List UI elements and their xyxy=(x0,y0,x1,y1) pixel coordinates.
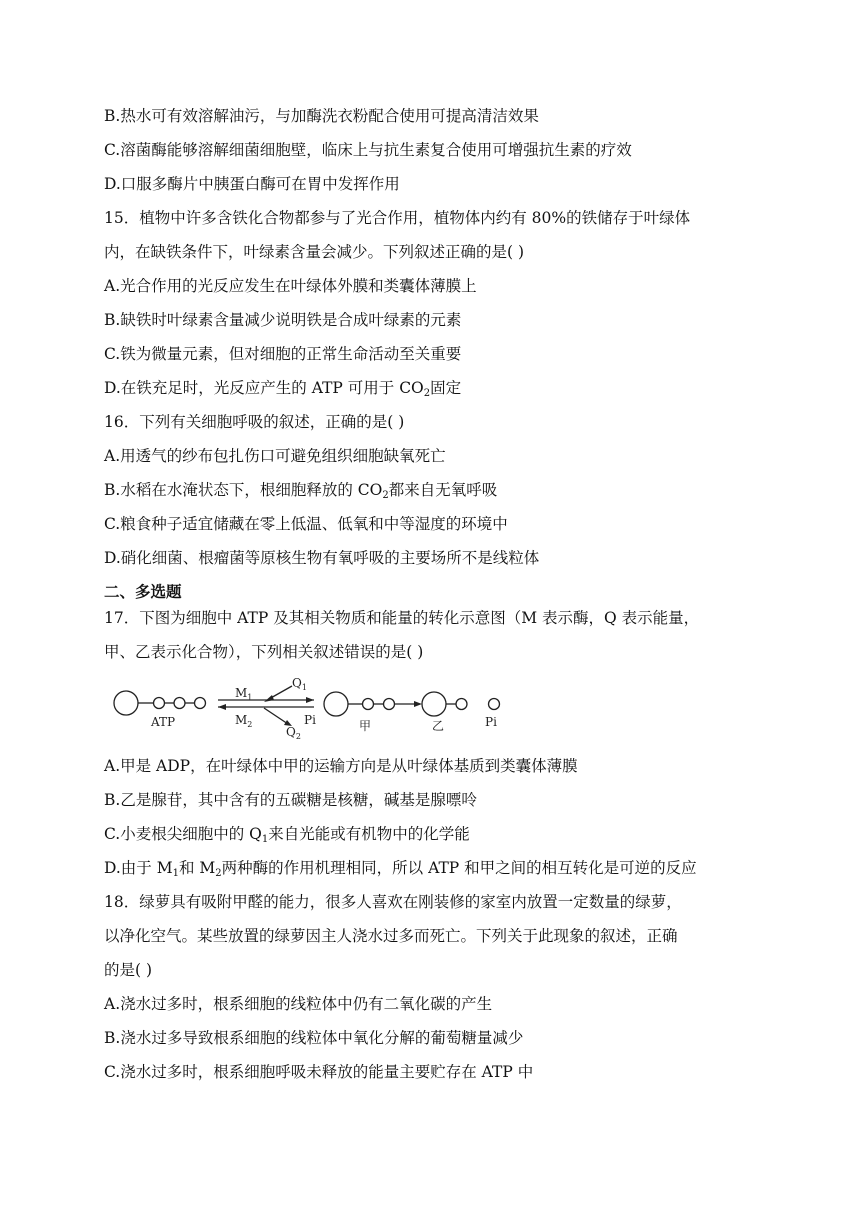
q15-stem-line-1: 15．植物中许多含铁化合物都参与了光合作用，植物体内约有 80%的铁储存于叶绿体 xyxy=(104,209,691,227)
jia-phosphate-2 xyxy=(384,699,395,710)
q16-stem: 16．下列有关细胞呼吸的叙述，正确的是( ) xyxy=(104,413,405,431)
q15-option-d: D.在铁充足时，光反应产生的 ATP 可用于 $CO_2$固定 xyxy=(104,379,462,399)
q18-option-a: A.浇水过多时，根系细胞的线粒体中仍有二氧化碳的产生 xyxy=(104,995,493,1013)
atp-phosphate-1 xyxy=(154,698,165,709)
section-heading-multiple-choice: 二、多选题 xyxy=(104,583,182,601)
q15-option-c: C.铁为微量元素，但对细胞的正常生命活动至关重要 xyxy=(104,345,462,363)
q17-option-a: A.甲是 ADP，在叶绿体中甲的运输方向是从叶绿体基质到类囊体薄膜 xyxy=(104,757,578,775)
label-yi: 乙 xyxy=(432,719,445,733)
q17-stem-line-1: 17．下图为细胞中 ATP 及其相关物质和能量的转化示意图（M 表示酶，Q 表示能量， xyxy=(104,609,700,627)
atp-conversion-diagram xyxy=(104,672,514,744)
q15-stem-line-2: 内，在缺铁条件下，叶绿素含量会减少。下列叙述正确的是( ) xyxy=(104,243,525,261)
q14-option-b: B.热水可有效溶解油污，与加酶洗衣粉配合使用可提高清洁效果 xyxy=(104,107,539,125)
jia-adenosine-circle xyxy=(324,692,348,716)
label-jia: 甲 xyxy=(359,719,372,733)
label-m2: $M_2$ xyxy=(235,713,253,729)
yi-phosphate-1 xyxy=(456,699,467,710)
q18-stem-line-3: 的是( ) xyxy=(104,961,153,979)
yi-free-phosphate xyxy=(489,699,500,710)
q16-option-b: B.水稻在水淹状态下，根细胞释放的 $CO_2$都来自无氧呼吸 xyxy=(104,481,498,501)
atp-adenosine-circle xyxy=(114,691,138,715)
label-m1: $M_1$ xyxy=(235,686,253,702)
jia-to-yi-arrowhead-icon xyxy=(414,701,422,707)
q18-option-c: C.浇水过多时，根系细胞呼吸未释放的能量主要贮存在 ATP 中 xyxy=(104,1063,534,1081)
q16-option-d: D.硝化细菌、根瘤菌等原核生物有氧呼吸的主要场所不是线粒体 xyxy=(104,549,540,567)
q17-option-b: B.乙是腺苷，其中含有的五碳糖是核糖，碱基是腺嘌呤 xyxy=(104,791,477,809)
atp-phosphate-2 xyxy=(174,698,185,709)
label-q2: $Q_2$ xyxy=(286,725,301,741)
q18-option-b: B.浇水过多导致根系细胞的线粒体中氧化分解的葡萄糖量减少 xyxy=(104,1029,524,1047)
yi-adenosine-circle xyxy=(422,692,446,716)
reverse-arrowhead-icon xyxy=(218,704,226,710)
q18-stem-line-1: 18．绿萝具有吸附甲醛的能力，很多人喜欢在刚装修的家室内放置一定数量的绿萝， xyxy=(104,893,682,911)
q16-option-c: C.粮食种子适宜储藏在零上低温、低氧和中等湿度的环境中 xyxy=(104,515,508,533)
q18-stem-line-2: 以净化空气。某些放置的绿萝因主人浇水过多而死亡。下列关于此现象的叙述，正确 xyxy=(104,927,678,945)
q15-option-a: A.光合作用的光反应发生在叶绿体外膜和类囊体薄膜上 xyxy=(104,277,477,295)
q17-option-c: C.小麦根尖细胞中的 $Q_1$来自光能或有机物中的化学能 xyxy=(104,825,470,845)
q16-option-a: A.用透气的纱布包扎伤口可避免组织细胞缺氧死亡 xyxy=(104,447,446,465)
forward-arrowhead-icon xyxy=(306,697,314,703)
q2-arrow-line xyxy=(264,708,288,724)
label-pi-1: Pi xyxy=(304,713,316,727)
label-q1: $Q_1$ xyxy=(292,676,307,692)
atp-phosphate-3 xyxy=(195,698,206,709)
q1-arrowhead-icon xyxy=(264,695,274,702)
q17-stem-line-2: 甲、乙表示化合物），下列相关叙述错误的是( ) xyxy=(104,643,424,661)
label-atp: ATP xyxy=(151,715,176,729)
label-pi-2: Pi xyxy=(485,715,497,729)
q14-option-d: D.口服多酶片中胰蛋白酶可在胃中发挥作用 xyxy=(104,175,400,193)
q14-option-c: C.溶菌酶能够溶解细菌细胞壁，临床上与抗生素复合使用可增强抗生素的疗效 xyxy=(104,141,632,159)
q15-option-b: B.缺铁时叶绿素含量减少说明铁是合成叶绿素的元素 xyxy=(104,311,462,329)
q17-option-d: D.由于 $M_1$和 $M_2$两种酶的作用机理相同，所以 ATP 和甲之间的相互转化是可逆的反应 xyxy=(104,859,697,879)
jia-phosphate-1 xyxy=(363,699,374,710)
